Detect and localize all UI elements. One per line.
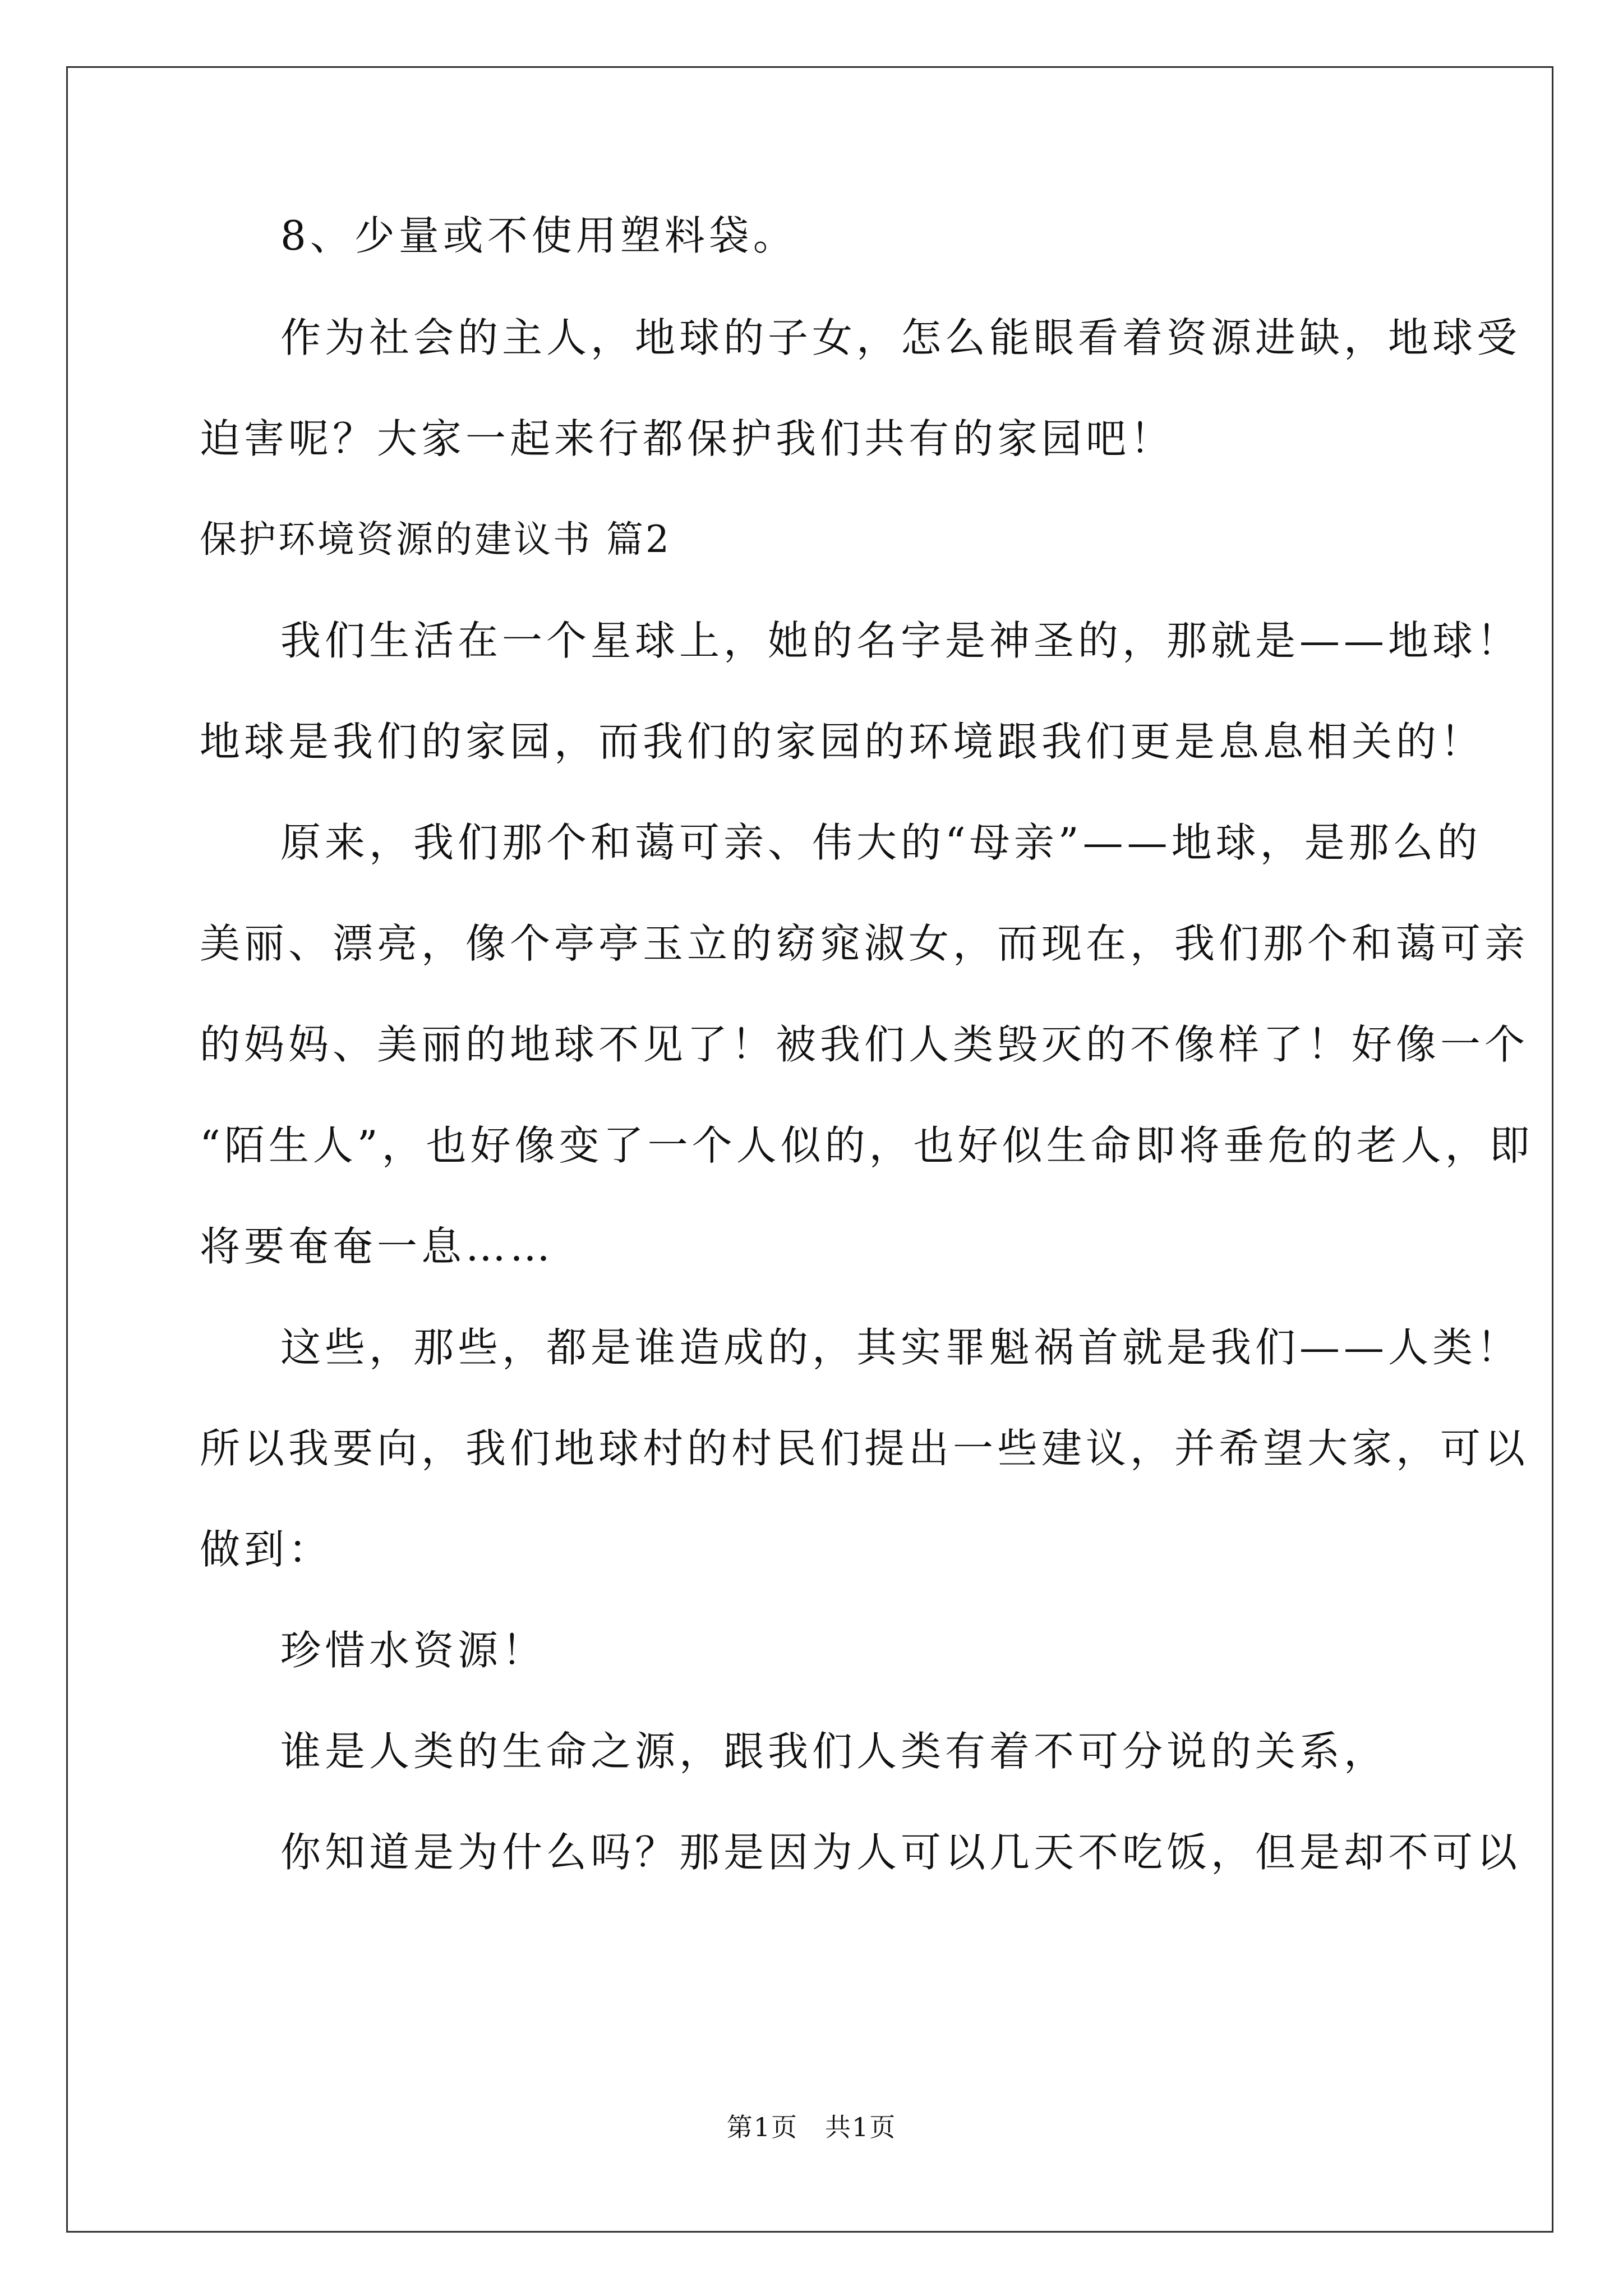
paragraph-line: “陌生人”，也好像变了一个人似的，也好似生命即将垂危的老人，即 bbox=[200, 1122, 1534, 1169]
paragraph-line: 这些，那些，都是谁造成的，其实罪魁祸首就是我们——人类！ bbox=[280, 1324, 1521, 1371]
paragraph-line: 作为社会的主人，地球的子女，怎么能眼看着资源进缺，地球受 bbox=[280, 314, 1521, 361]
paragraph-line: 美丽、漂亮，像个亭亭玉立的窈窕淑女，而现在，我们那个和蔼可亲 bbox=[200, 920, 1529, 967]
paragraph-line: 原来，我们那个和蔼可亲、伟大的“母亲”——地球，是那么的 bbox=[280, 819, 1482, 866]
paragraph-line: 谁是人类的生命之源，跟我们人类有着不可分说的关系， bbox=[280, 1728, 1389, 1775]
paragraph-line: 做到： bbox=[200, 1526, 333, 1573]
paragraph-line: 将要奄奄一息…… bbox=[200, 1223, 555, 1270]
paragraph-line: 地球是我们的家园，而我们的家园的环境跟我们更是息息相关的！ bbox=[200, 718, 1485, 765]
paragraph-line: 你知道是为什么吗？那是因为人可以几天不吃饭，但是却不可以 bbox=[280, 1829, 1521, 1876]
paragraph-line: 迫害呢？大家一起来行都保护我们共有的家园吧！ bbox=[200, 415, 1175, 462]
page-footer: 第1页 共1页 bbox=[726, 2112, 897, 2142]
list-item: 8、少量或不使用塑料袋。 bbox=[280, 212, 797, 259]
section-heading: 保护环境资源的建议书 篇2 bbox=[200, 518, 671, 561]
paragraph-line: 所以我要向，我们地球村的村民们提出一些建议，并希望大家，可以 bbox=[200, 1425, 1529, 1472]
paragraph-line: 我们生活在一个星球上，她的名字是神圣的，那就是——地球！ bbox=[280, 617, 1521, 664]
paragraph-line: 的妈妈、美丽的地球不见了！被我们人类毁灭的不像样了！好像一个 bbox=[200, 1021, 1529, 1068]
paragraph-line: 珍惜水资源！ bbox=[280, 1627, 547, 1674]
